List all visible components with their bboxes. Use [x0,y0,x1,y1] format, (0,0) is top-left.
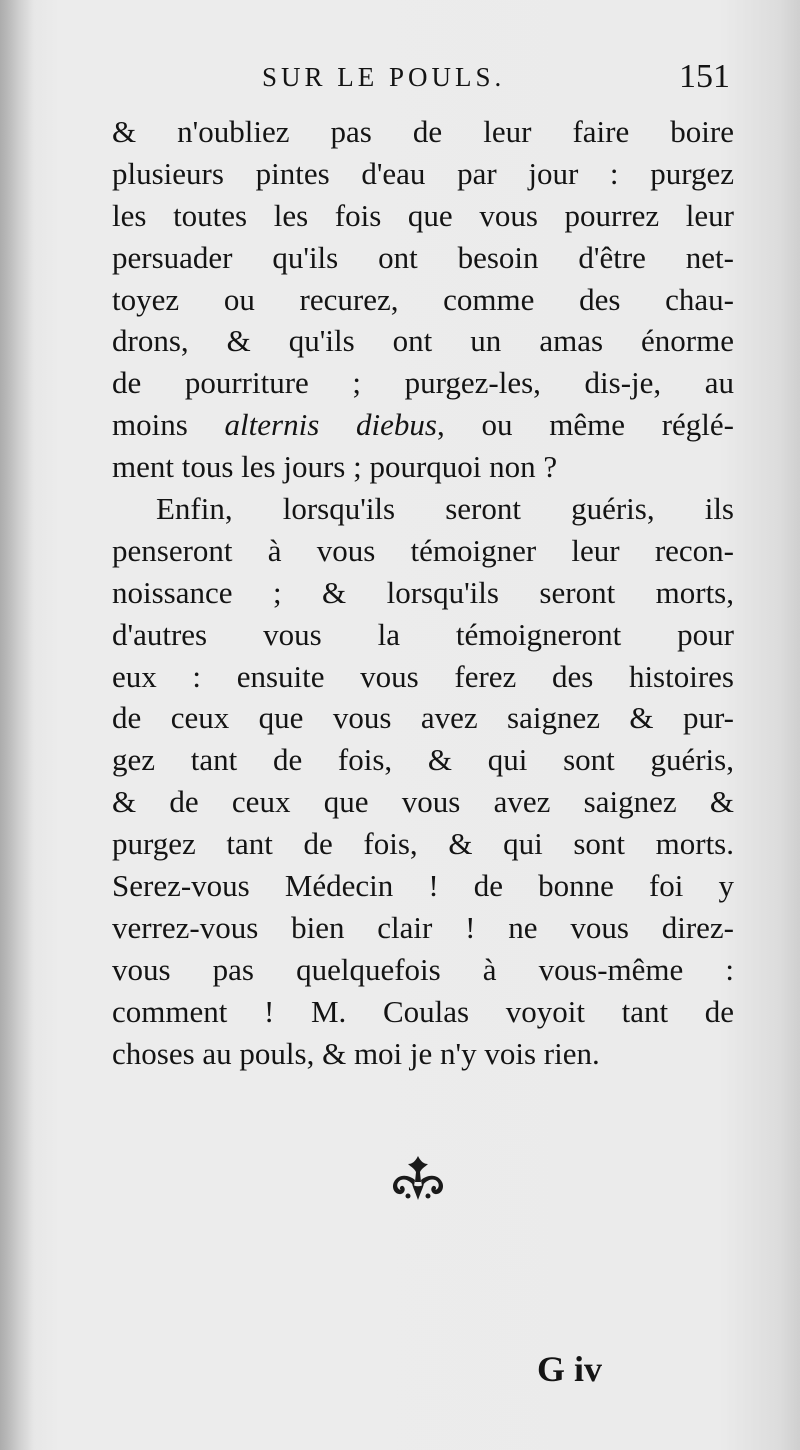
text-line-mixed [112,404,734,446]
text-segment: , ou même réglé- [436,407,734,443]
running-head: SUR LE POULS. [262,62,506,92]
body-text [112,111,734,1074]
text-line: d'autres vous la témoigneront pour [112,616,734,652]
text-line: de pourriture ; purgez-les, dis-je, au [112,365,734,401]
text-line: toyez ou recurez, comme des chau- [112,281,734,317]
text-line: & n'oubliez pas de leur faire boire [112,114,734,149]
page-number: 151 [679,58,730,95]
text-line: de ceux que vous avez saignez & pur- [112,700,734,736]
paragraph-end-line: choses au pouls, & moi je n'y vois rien. [112,1035,600,1071]
fleuron-ornament-icon [386,1152,450,1202]
text-line: purgez tant de fois, & qui sont morts. [112,826,734,862]
text-line: plusieurs pintes d'eau par jour : purgez [112,155,734,191]
text-line: penseront à vous témoigner leur recon- [112,532,734,568]
text-line: noissance ; & lorsqu'ils seront morts, [112,574,734,610]
text-segment: moins [112,407,188,443]
text-line: les toutes les fois que vous pourrez leur [112,197,734,233]
text-line: verrez-vous bien clair ! ne vous direz- [112,909,734,945]
text-line: Serez-vous Médecin ! de bonne foi y [112,868,734,904]
spine-shadow [0,0,34,1450]
text-line: vous pas quelquefois à vous-même : [112,951,734,987]
paragraph-end-line: ment tous les jours ; pourquoi non ? [112,449,558,485]
text-line: drons, & qu'ils ont un amas énorme [112,323,734,359]
text-line: gez tant de fois, & qui sont guéris, [112,742,734,778]
text-line: & de ceux que vous avez saignez & [112,784,734,820]
page-header [112,58,734,102]
text-line: comment ! M. Coulas voyoit tant de [112,993,734,1029]
signature-mark: G iv [537,1349,603,1389]
text-line: eux : ensuite vous ferez des histoires [112,658,734,694]
italic-phrase: alternis diebus [224,407,437,443]
text-line: persuader qu'ils ont besoin d'être net- [112,239,734,275]
paragraph-start-line: Enfin, lorsqu'ils seront guéris, ils [156,491,734,527]
